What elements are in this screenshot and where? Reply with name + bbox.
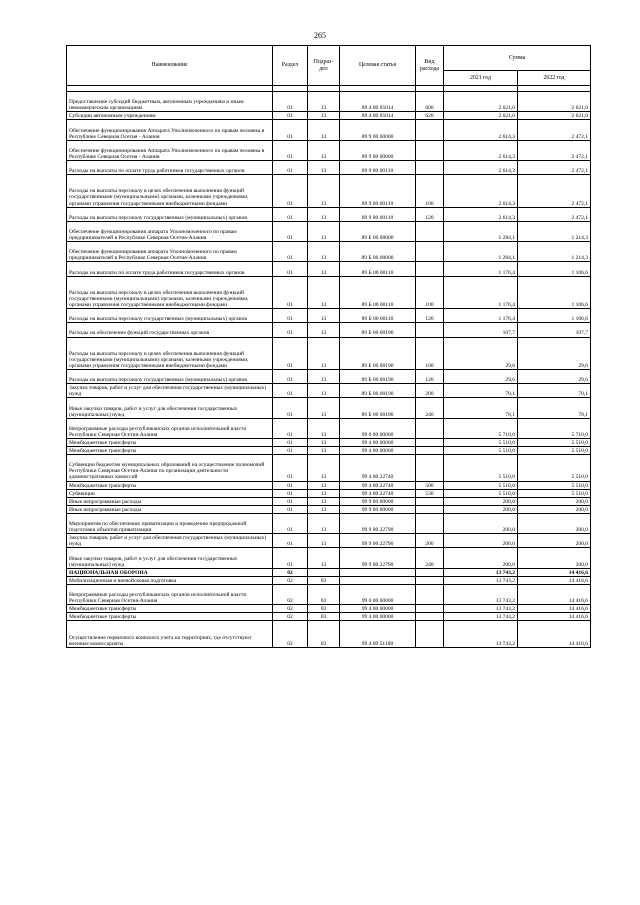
row-section: 01 [273, 92, 308, 112]
row-target: 99 9 00 00000 [340, 497, 416, 505]
header-year-2022: 2022 год [518, 71, 591, 86]
row-name: Межбюджетные трансферты [67, 481, 273, 489]
row-expense-type [416, 160, 444, 174]
row-amount-2021: 13 743,2 [444, 605, 518, 613]
table-row [67, 160, 591, 174]
row-amount-2022: 107,7 [518, 323, 591, 337]
row-expense-type [416, 621, 444, 647]
row-expense-type: 120 [416, 370, 444, 384]
row-amount-2022: 2 472,1 [518, 140, 591, 160]
row-section: 01 [273, 262, 308, 276]
table-body [67, 92, 591, 648]
table-row [67, 613, 591, 621]
row-target: 89 Б 00 00000 [340, 221, 416, 241]
table-row [67, 309, 591, 323]
row-amount-2022: 1 214,3 [518, 242, 591, 262]
row-amount-2021: 29,6 [444, 370, 518, 384]
row-target: 99 9 00 22790 [340, 513, 416, 533]
table-row [67, 548, 591, 568]
row-amount-2021: 2 614,3 [444, 120, 518, 140]
row-subsection: 13 [308, 207, 340, 221]
row-amount-2022: 2 472,1 [518, 175, 591, 208]
header-section: Раздел [273, 46, 308, 86]
row-amount-2022: 78,1 [518, 398, 591, 418]
row-section: 01 [273, 513, 308, 533]
table-row [67, 534, 591, 548]
row-target: 99 4 00 22740 [340, 455, 416, 481]
row-name: Межбюджетные трансферты [67, 438, 273, 446]
row-target: 99 4 00 00000 [340, 613, 416, 621]
row-subsection: 13 [308, 534, 340, 548]
header-year-2021: 2021 год [444, 71, 518, 86]
row-target: 89 Б 00 00190 [340, 323, 416, 337]
row-name: Обеспечение функционирования аппарата Уполномоченного по правам предпринимателей в Республике Северная Осетия-Алания [67, 242, 273, 262]
row-name: Мероприятия по обеспечению приватизации и проведению предпродажной подготовки объектов приватизации [67, 513, 273, 533]
row-amount-2022: 14 416,6 [518, 584, 591, 604]
header-subsection: Подраз-дел [308, 46, 340, 86]
row-name: Расходы на выплаты по оплате труда работников государственных органов [67, 160, 273, 174]
row-target: 99 4 00 00000 [340, 438, 416, 446]
table-row [67, 112, 591, 120]
row-name: Иные непрограммные расходы [67, 497, 273, 505]
row-name: Иные закупки товаров, работ и услуг для обеспечения государственных (муниципальных) нужд [67, 398, 273, 418]
row-section: 01 [273, 455, 308, 481]
row-target: 99 9 00 22790 [340, 548, 416, 568]
row-target: 89 4 00 05014 [340, 92, 416, 112]
header-amount: Сумма [444, 46, 591, 71]
row-expense-type: 120 [416, 207, 444, 221]
row-amount-2022: 29,6 [518, 337, 591, 370]
row-subsection: 13 [308, 92, 340, 112]
row-name: Межбюджетные трансферты [67, 613, 273, 621]
row-amount-2021: 200,0 [444, 548, 518, 568]
row-subsection: 03 [308, 584, 340, 604]
row-subsection [308, 568, 340, 576]
row-amount-2022: 200,0 [518, 548, 591, 568]
row-subsection: 13 [308, 337, 340, 370]
row-name: Расходы на выплаты персоналу в целях обеспечения выполнения функций государственными (муниципальными) органами, казенными учреждениями, органами управления государственными внебюджетными фондами [67, 175, 273, 208]
row-section: 01 [273, 242, 308, 262]
row-section: 01 [273, 309, 308, 323]
table-row [67, 337, 591, 370]
row-section: 02 [273, 576, 308, 584]
row-subsection: 03 [308, 605, 340, 613]
row-amount-2021: 13 743,2 [444, 584, 518, 604]
row-amount-2021: 1 176,4 [444, 276, 518, 309]
row-amount-2021: 1 284,1 [444, 221, 518, 241]
row-section: 02 [273, 613, 308, 621]
row-expense-type [416, 323, 444, 337]
row-subsection: 13 [308, 505, 340, 513]
row-expense-type [416, 505, 444, 513]
table-row [67, 140, 591, 160]
row-target: 89 Б 00 00190 [340, 370, 416, 384]
row-amount-2022: 2 472,1 [518, 120, 591, 140]
row-subsection: 13 [308, 140, 340, 160]
row-target: 99 4 00 51180 [340, 621, 416, 647]
row-section: 01 [273, 160, 308, 174]
row-amount-2021: 13 743,2 [444, 613, 518, 621]
row-section: 01 [273, 398, 308, 418]
row-target: 99 9 00 22790 [340, 534, 416, 548]
row-section: 01 [273, 534, 308, 548]
table-row [67, 398, 591, 418]
row-subsection: 13 [308, 175, 340, 208]
row-section: 02 [273, 584, 308, 604]
row-subsection: 13 [308, 323, 340, 337]
row-target: 89 9 00 00110 [340, 175, 416, 208]
budget-table [66, 45, 591, 648]
row-section: 01 [273, 221, 308, 241]
row-expense-type [416, 455, 444, 481]
row-name: Непрограммные расходы республиканских органов исполнительной власти Республики Северная Осетия-Алания [67, 584, 273, 604]
row-amount-2021: 200,0 [444, 513, 518, 533]
row-name: Непрограммные расходы республиканских органов исполнительной власти Республики Северная Осетия-Алания [67, 418, 273, 438]
row-target: 89 Б 00 00110 [340, 262, 416, 276]
row-amount-2022: 29,6 [518, 370, 591, 384]
row-amount-2022: 200,0 [518, 497, 591, 505]
row-name: Расходы на выплаты персоналу государственных (муниципальных) органов [67, 207, 273, 221]
row-subsection: 13 [308, 447, 340, 455]
row-subsection: 13 [308, 513, 340, 533]
row-target: 99 4 00 00000 [340, 447, 416, 455]
row-target: 89 Б 00 00190 [340, 337, 416, 370]
row-expense-type [416, 613, 444, 621]
row-section: 01 [273, 418, 308, 438]
row-subsection: 13 [308, 120, 340, 140]
table-row [67, 513, 591, 533]
table-row [67, 489, 591, 497]
row-subsection: 03 [308, 621, 340, 647]
row-target [340, 576, 416, 584]
table-row [67, 481, 591, 489]
row-target: 89 9 00 00110 [340, 207, 416, 221]
row-amount-2022: 14 416,6 [518, 621, 591, 647]
row-amount-2022: 5 510,0 [518, 481, 591, 489]
table-row [67, 242, 591, 262]
row-name: Расходы на выплаты персоналу государственных (муниципальных) органов [67, 309, 273, 323]
row-expense-type: 200 [416, 534, 444, 548]
row-amount-2022: 14 416,6 [518, 568, 591, 576]
row-subsection: 13 [308, 112, 340, 120]
row-section: 02 [273, 621, 308, 647]
table-row [67, 207, 591, 221]
table-row [67, 276, 591, 309]
row-amount-2021: 2 621,0 [444, 112, 518, 120]
row-expense-type: 620 [416, 112, 444, 120]
row-target [340, 568, 416, 576]
row-subsection: 13 [308, 160, 340, 174]
row-expense-type [416, 262, 444, 276]
row-subsection: 03 [308, 613, 340, 621]
row-expense-type: 100 [416, 276, 444, 309]
row-target: 89 4 00 05014 [340, 112, 416, 120]
row-subsection: 13 [308, 370, 340, 384]
row-subsection: 13 [308, 548, 340, 568]
row-expense-type: 530 [416, 489, 444, 497]
row-section: 02 [273, 605, 308, 613]
row-amount-2021: 200,0 [444, 505, 518, 513]
row-target: 99 0 00 00000 [340, 418, 416, 438]
row-section: 01 [273, 140, 308, 160]
table-row [67, 221, 591, 241]
row-section: 01 [273, 337, 308, 370]
row-subsection: 13 [308, 455, 340, 481]
row-section: 01 [273, 438, 308, 446]
row-expense-type [416, 447, 444, 455]
row-section: 01 [273, 384, 308, 398]
row-amount-2022: 5 710,0 [518, 418, 591, 438]
table-row [67, 323, 591, 337]
row-subsection: 13 [308, 489, 340, 497]
row-expense-type [416, 140, 444, 160]
row-amount-2022: 14 416,6 [518, 613, 591, 621]
row-name: Субвенции [67, 489, 273, 497]
row-expense-type [416, 576, 444, 584]
row-expense-type [416, 513, 444, 533]
row-amount-2021: 5 510,0 [444, 481, 518, 489]
row-subsection: 13 [308, 398, 340, 418]
row-subsection: 13 [308, 438, 340, 446]
row-amount-2022: 14 416,6 [518, 576, 591, 584]
table-row [67, 418, 591, 438]
row-expense-type [416, 418, 444, 438]
row-expense-type [416, 438, 444, 446]
row-expense-type: 100 [416, 337, 444, 370]
row-name: Обеспечение функционирования аппарата Уполномоченного по правам предпринимателей в Республике Северная Осетия-Алания [67, 221, 273, 241]
table-row [67, 497, 591, 505]
row-amount-2021: 5 510,0 [444, 489, 518, 497]
row-name: Обеспечение функционирования Аппарата Уполномоченного по правам человека в Республике Северная Осетия - Алания [67, 140, 273, 160]
row-amount-2021: 2 614,3 [444, 175, 518, 208]
row-name: Иные закупки товаров, работ и услуг для обеспечения государственных (муниципальных) нужд [67, 548, 273, 568]
row-amount-2021: 1 284,1 [444, 242, 518, 262]
row-amount-2022: 5 510,0 [518, 455, 591, 481]
table-row [67, 370, 591, 384]
row-amount-2021: 5 510,0 [444, 438, 518, 446]
row-name: Расходы на выплаты по оплате труда работников государственных органов [67, 262, 273, 276]
row-amount-2022: 78,1 [518, 384, 591, 398]
row-name: Расходы на выплаты персоналу в целях обеспечения выполнения функций государственными (муниципальными) органами, казенными учреждениями, органами управления государственными внебюджетными фондами [67, 337, 273, 370]
row-expense-type [416, 584, 444, 604]
table-row [67, 576, 591, 584]
row-subsection: 13 [308, 384, 340, 398]
row-subsection: 13 [308, 221, 340, 241]
header-name: Наименование [67, 46, 273, 86]
row-amount-2021: 1 176,4 [444, 262, 518, 276]
row-target: 99 4 00 22740 [340, 489, 416, 497]
row-amount-2022: 200,0 [518, 505, 591, 513]
row-expense-type [416, 568, 444, 576]
row-expense-type: 100 [416, 175, 444, 208]
table-header [67, 46, 591, 92]
table-row [67, 568, 591, 576]
row-section: 01 [273, 505, 308, 513]
row-name: Закупка товаров, работ и услуг для обеспечения государственных (муниципальных) нужд [67, 384, 273, 398]
row-amount-2021: 2 614,3 [444, 160, 518, 174]
row-subsection: 13 [308, 481, 340, 489]
row-amount-2021: 2 621,0 [444, 92, 518, 112]
row-amount-2021: 13 743,2 [444, 576, 518, 584]
row-section: 01 [273, 276, 308, 309]
row-amount-2021: 78,1 [444, 384, 518, 398]
row-target: 99 4 00 00000 [340, 605, 416, 613]
row-subsection: 13 [308, 309, 340, 323]
row-target: 89 9 00 00000 [340, 140, 416, 160]
row-amount-2021: 13 743,2 [444, 568, 518, 576]
row-expense-type: 240 [416, 398, 444, 418]
row-expense-type: 240 [416, 548, 444, 568]
row-section: 01 [273, 112, 308, 120]
row-name: Закупка товаров, работ и услуг для обеспечения государственных (муниципальных) нужд [67, 534, 273, 548]
row-target: 99 0 00 00000 [340, 584, 416, 604]
row-amount-2021: 5 510,0 [444, 455, 518, 481]
row-subsection: 13 [308, 276, 340, 309]
row-amount-2022: 2 621,0 [518, 92, 591, 112]
table-row [67, 584, 591, 604]
row-target: 99 9 00 00000 [340, 505, 416, 513]
row-target: 89 9 00 00000 [340, 120, 416, 140]
row-target: 99 4 00 22740 [340, 481, 416, 489]
header-expense-type: Вид расхода [416, 46, 444, 86]
row-amount-2022: 5 510,0 [518, 489, 591, 497]
row-amount-2021: 200,0 [444, 497, 518, 505]
header-target: Целевая статья [340, 46, 416, 86]
row-expense-type [416, 605, 444, 613]
row-name: Мобилизационная и вневойсковая подготовка [67, 576, 273, 584]
row-amount-2022: 2 472,1 [518, 160, 591, 174]
row-amount-2022: 2 472,1 [518, 207, 591, 221]
row-section: 01 [273, 175, 308, 208]
row-expense-type: 200 [416, 384, 444, 398]
row-amount-2022: 200,0 [518, 513, 591, 533]
table-row [67, 92, 591, 112]
row-amount-2022: 200,0 [518, 534, 591, 548]
row-amount-2021: 78,1 [444, 398, 518, 418]
row-subsection: 03 [308, 576, 340, 584]
row-amount-2022: 1 106,6 [518, 309, 591, 323]
row-name: Межбюджетные трансферты [67, 447, 273, 455]
row-amount-2022: 2 621,0 [518, 112, 591, 120]
row-amount-2022: 1 106,6 [518, 276, 591, 309]
row-section: 01 [273, 120, 308, 140]
row-amount-2021: 5 710,0 [444, 418, 518, 438]
row-target: 89 Б 00 00000 [340, 242, 416, 262]
table-row [67, 262, 591, 276]
row-amount-2022: 14 416,6 [518, 605, 591, 613]
row-target: 89 9 00 00110 [340, 160, 416, 174]
row-amount-2021: 13 743,2 [444, 621, 518, 647]
row-amount-2021: 29,6 [444, 337, 518, 370]
row-name: Предоставление субсидий бюджетным, автономным учреждениям и иным некоммерческим организациям [67, 92, 273, 112]
table-row [67, 384, 591, 398]
row-name: Осуществление первичного воинского учета на территориях, где отсутствуют военные комиссариаты [67, 621, 273, 647]
table-row [67, 605, 591, 613]
row-amount-2021: 1 176,4 [444, 309, 518, 323]
row-section: 01 [273, 207, 308, 221]
row-section: 01 [273, 497, 308, 505]
row-section: 01 [273, 548, 308, 568]
row-expense-type: 120 [416, 309, 444, 323]
row-subsection: 13 [308, 418, 340, 438]
row-expense-type [416, 221, 444, 241]
row-name: Субвенции бюджетам муниципальных образований на осуществление полномочий Республики Северная Осетия-Алания по организации деятельности административных комиссий [67, 455, 273, 481]
table-row [67, 438, 591, 446]
row-name: Субсидии автономным учреждениям [67, 112, 273, 120]
row-subsection: 13 [308, 262, 340, 276]
row-amount-2021: 2 614,3 [444, 207, 518, 221]
row-target: 89 Б 00 00190 [340, 398, 416, 418]
row-amount-2021: 200,0 [444, 534, 518, 548]
row-amount-2021: 5 510,0 [444, 447, 518, 455]
row-expense-type: 500 [416, 481, 444, 489]
row-name: Обеспечение функционирования Аппарата Уполномоченного по правам человека в Республике Северная Осетия - Алания [67, 120, 273, 140]
row-target: 89 Б 00 00110 [340, 276, 416, 309]
row-section: 01 [273, 323, 308, 337]
table-row [67, 455, 591, 481]
row-name: НАЦИОНАЛЬНАЯ ОБОРОНА [67, 568, 273, 576]
row-name: Межбюджетные трансферты [67, 605, 273, 613]
row-section: 01 [273, 370, 308, 384]
row-name: Иные непрограммные расходы [67, 505, 273, 513]
table-row [67, 175, 591, 208]
row-amount-2022: 1 106,6 [518, 262, 591, 276]
row-section: 01 [273, 481, 308, 489]
row-name: Расходы на выплаты персоналу государственных (муниципальных) органов [67, 370, 273, 384]
row-amount-2021: 107,7 [444, 323, 518, 337]
row-expense-type: 600 [416, 92, 444, 112]
table-row [67, 447, 591, 455]
row-subsection: 13 [308, 242, 340, 262]
row-amount-2022: 1 214,3 [518, 221, 591, 241]
row-amount-2021: 2 614,3 [444, 140, 518, 160]
row-section: 01 [273, 447, 308, 455]
row-expense-type [416, 242, 444, 262]
table-row [67, 505, 591, 513]
row-expense-type [416, 497, 444, 505]
row-name: Расходы на выплаты персоналу в целях обеспечения выполнения функций государственными (муниципальными) органами, казенными учреждениями, органами управления государственными внебюджетными фондами [67, 276, 273, 309]
row-section: 01 [273, 489, 308, 497]
page-number: 265 [314, 31, 326, 40]
row-target: 89 Б 00 00110 [340, 309, 416, 323]
table-row [67, 621, 591, 647]
row-amount-2022: 5 510,0 [518, 447, 591, 455]
table-row [67, 120, 591, 140]
row-name: Расходы на обеспечение функций государственных органов [67, 323, 273, 337]
row-section: 02 [273, 568, 308, 576]
row-subsection: 13 [308, 497, 340, 505]
row-expense-type [416, 120, 444, 140]
row-amount-2022: 5 510,0 [518, 438, 591, 446]
row-target: 89 Б 00 00190 [340, 384, 416, 398]
